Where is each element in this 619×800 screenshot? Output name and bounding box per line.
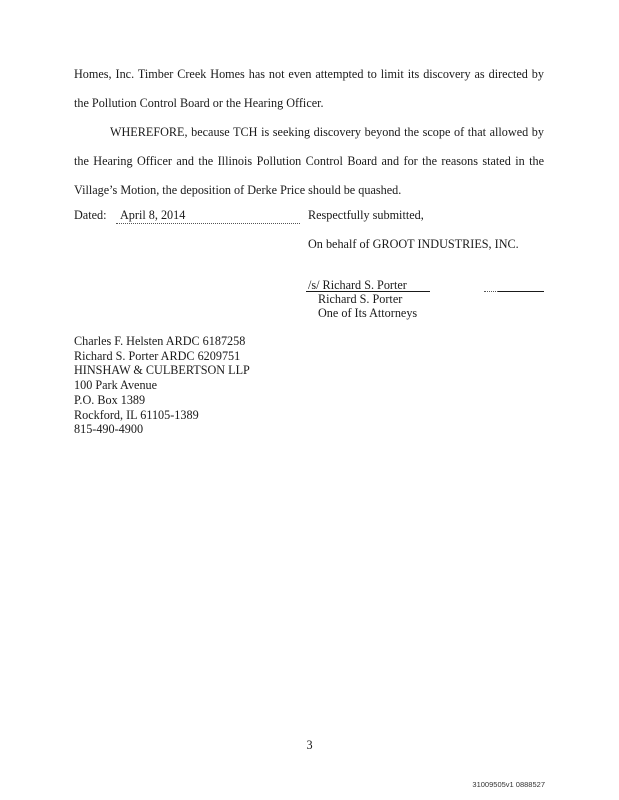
address-line-5: P.O. Box 1389 xyxy=(74,392,146,407)
dated-label: Dated: xyxy=(74,208,107,222)
date-value: April 8, 2014 xyxy=(120,208,186,222)
address-line-2: Richard S. Porter ARDC 6209751 xyxy=(74,348,241,363)
respectfully-submitted: Respectfully submitted, xyxy=(308,208,424,222)
signature-line-end xyxy=(498,291,544,292)
address-line-1: Charles F. Helsten ARDC 6187258 xyxy=(74,334,246,348)
document-id: 31009505v1 0888527 xyxy=(472,780,545,789)
on-behalf-of: On behalf of GROOT INDUSTRIES, INC. xyxy=(308,237,519,251)
body-line-5: Village’s Motion, the deposition of Derke Price should be quashed. xyxy=(74,183,402,197)
address-line-3: HINSHAW & CULBERTSON LLP xyxy=(74,363,250,378)
body-line-1: Homes, Inc. Timber Creek Homes has not even attempted to limit its discovery as directed by xyxy=(74,67,544,81)
attorney-role: One of Its Attorneys xyxy=(318,306,418,320)
address-line-7: 815-490-4900 xyxy=(74,422,144,437)
signature-line-dots xyxy=(484,291,498,292)
signature-text: /s/ Richard S. Porter xyxy=(308,278,407,292)
body-line-3: WHEREFORE, because TCH is seeking discovery beyond the scope of that allowed by xyxy=(110,125,544,139)
page-number: 3 xyxy=(306,738,313,752)
address-line-6: Rockford, IL 61105-1389 xyxy=(74,407,199,422)
address-line-4: 100 Park Avenue xyxy=(74,378,158,393)
body-line-2: the Pollution Control Board or the Hearing Officer. xyxy=(74,96,324,110)
body-line-4: the Hearing Officer and the Illinois Pollution Control Board and for the reasons stated in the xyxy=(74,154,544,168)
attorney-name: Richard S. Porter xyxy=(318,292,403,306)
date-underline xyxy=(116,223,300,224)
